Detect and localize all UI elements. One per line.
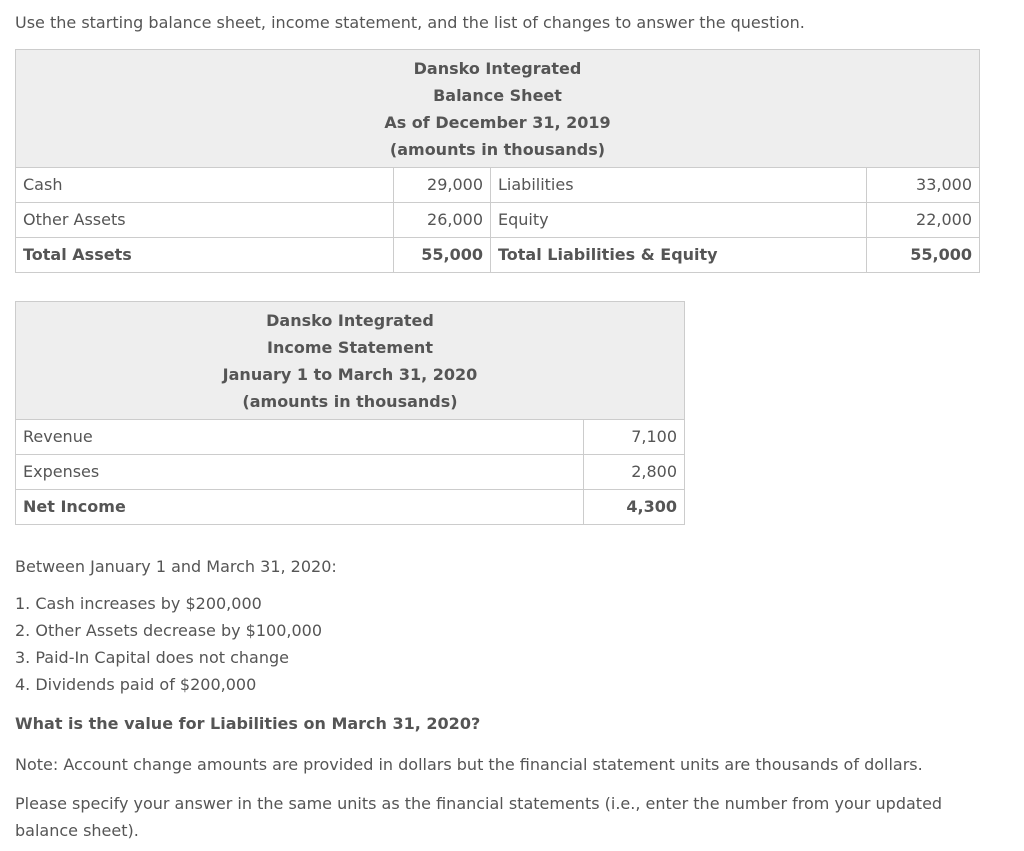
instruction-text: Please specify your answer in the same units as the financial statements (i.e., enter the number from your updated balance sheet). [15,794,943,840]
list-item: 1. Cash increases by $200,000 [15,594,262,613]
row-label: Net Income [16,490,584,525]
row-value: 55,000 [394,238,491,273]
question-text: What is the value for Liabilities on March 31, 2020? [15,714,481,733]
balance-sheet-header [16,50,980,168]
row-value: 26,000 [394,203,491,238]
row-label: Revenue [16,420,584,455]
row-label: Expenses [16,455,584,490]
statement-period: January 1 to March 31, 2020 [222,365,478,384]
row-label: Liabilities [491,168,867,203]
income-statement-header [16,302,685,420]
statement-units: (amounts in thousands) [389,140,606,159]
income-statement-table [15,301,685,525]
row-value: 2,800 [584,455,685,490]
row-label: Total Liabilities & Equity [491,238,867,273]
table-row [16,455,685,490]
intro-text: Use the starting balance sheet, income statement, and the list of changes to answer the question. [15,13,805,32]
list-item: 2. Other Assets decrease by $100,000 [15,621,323,640]
statement-title: Income Statement [267,338,433,357]
company-name: Dansko Integrated [413,59,582,78]
row-value: 33,000 [867,168,980,203]
table-row-total [16,490,685,525]
row-label: Total Assets [16,238,394,273]
changes-list [15,590,980,698]
changes-intro: Between January 1 and March 31, 2020: [15,557,337,576]
table-row [16,203,980,238]
row-value: 22,000 [867,203,980,238]
list-item: 3. Paid-In Capital does not change [15,648,289,667]
statement-units: (amounts in thousands) [242,392,458,411]
statement-title: Balance Sheet [433,86,562,105]
row-label: Cash [16,168,394,203]
table-row-total [16,238,980,273]
balance-sheet-table [15,49,980,273]
row-value: 55,000 [867,238,980,273]
row-value: 4,300 [584,490,685,525]
statement-date: As of December 31, 2019 [384,113,611,132]
note-text: Note: Account change amounts are provided in dollars but the financial statement units are thousands of dollars. [15,755,923,774]
row-label: Other Assets [16,203,394,238]
row-value: 29,000 [394,168,491,203]
table-row [16,168,980,203]
table-row [16,420,685,455]
list-item: 4. Dividends paid of $200,000 [15,675,257,694]
company-name: Dansko Integrated [266,311,434,330]
row-value: 7,100 [584,420,685,455]
question-content [15,11,980,844]
row-label: Equity [491,203,867,238]
